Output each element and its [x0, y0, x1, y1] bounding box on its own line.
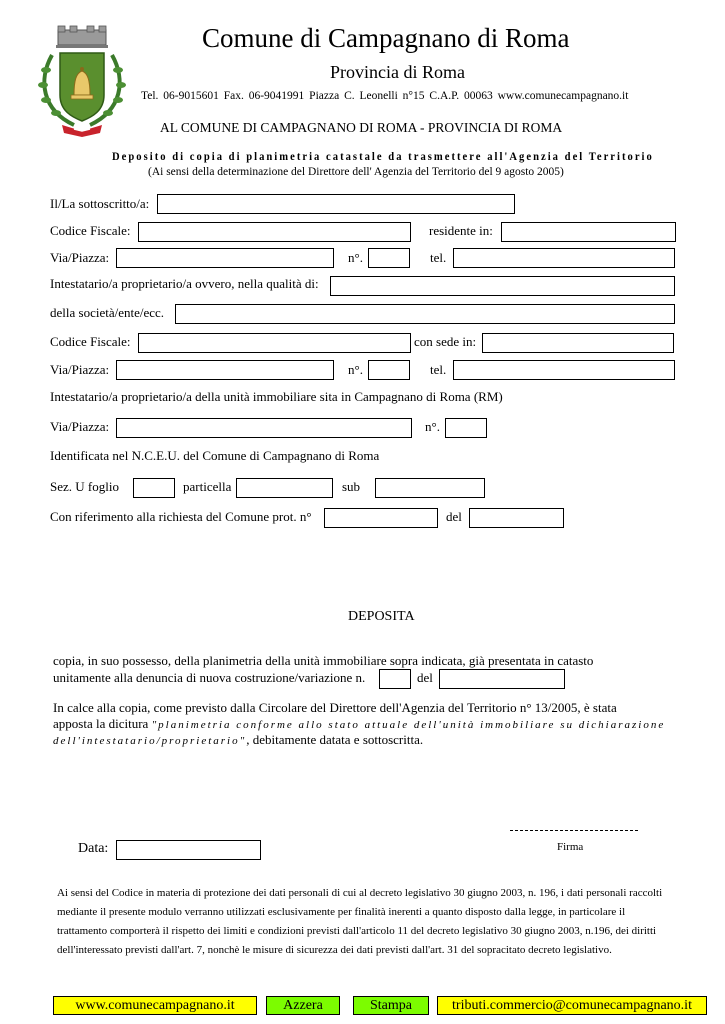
data-input[interactable] — [116, 840, 261, 860]
protocollo-input[interactable] — [324, 508, 438, 528]
document-subtitle: (Ai sensi della determinazione del Direttore dell' Agenzia del Territorio del 9 agosto 2005) — [148, 166, 564, 178]
numero-input[interactable] — [368, 248, 410, 268]
label-via: Via/Piazza: — [50, 250, 110, 265]
label-codice-fiscale-2: Codice Fiscale: — [50, 334, 131, 349]
variazione-numero-input[interactable] — [379, 669, 411, 689]
label-numero-3: n°. — [425, 419, 440, 434]
societa-input[interactable] — [175, 304, 675, 324]
label-numero-2: n°. — [348, 362, 363, 377]
label-data: Data: — [78, 841, 109, 856]
label-societa: della società/ente/ecc. — [50, 305, 165, 320]
via-2-input[interactable] — [116, 360, 334, 380]
copia-text-line-1: copia, in suo possesso, della planimetria della unità immobiliare sopra indicata, già presentata in catasto — [53, 653, 594, 668]
calce-text-line-1: In calce alla copia, come previsto dalla Circolare del Direttore dell'Agenzia del Territorio n° 13/2005, è stata — [53, 700, 617, 715]
label-firma: Firma — [557, 841, 584, 853]
deposita-heading: DEPOSITA — [348, 609, 415, 624]
codice-fiscale-input[interactable] — [138, 222, 411, 242]
label-intestatario-qualita: Intestatario/a proprietario/a ovvero, nella qualità di: — [50, 276, 319, 291]
via-3-input[interactable] — [116, 418, 412, 438]
calce-text-line-3 — [53, 732, 423, 748]
calce-text-line-3-b: , debitamente datata e sottoscritta. — [246, 732, 424, 747]
province-subtitle: Provincia di Roma — [330, 62, 465, 82]
numero-3-input[interactable] — [445, 418, 487, 438]
sottoscritto-input[interactable] — [157, 194, 515, 214]
reset-button[interactable]: Azzera — [266, 996, 340, 1015]
label-sez-foglio: Sez. U foglio — [50, 479, 119, 494]
label-identificata: Identificata nel N.C.E.U. del Comune di Campagnano di Roma — [50, 448, 380, 463]
print-button[interactable]: Stampa — [353, 996, 429, 1015]
email-button[interactable]: tributi.commercio@comunecampagnano.it — [437, 996, 707, 1015]
label-sub: sub — [342, 479, 361, 494]
label-particella: particella — [183, 479, 232, 494]
municipal-coat-of-arms-icon — [32, 25, 132, 140]
tel-2-input[interactable] — [453, 360, 675, 380]
particella-input[interactable] — [236, 478, 333, 498]
contact-line: Tel. 06-9015601 Fax. 06-9041991 Piazza C. Leonelli n°15 C.A.P. 00063 www.comunecampagnano.it — [141, 90, 629, 102]
sub-input[interactable] — [375, 478, 485, 498]
via-input[interactable] — [116, 248, 334, 268]
label-del: del — [446, 509, 462, 524]
label-codice-fiscale: Codice Fiscale: — [50, 223, 131, 238]
numero-2-input[interactable] — [368, 360, 410, 380]
dicitura-text-end: dell'intestatario/proprietario" — [53, 735, 247, 747]
label-tel: tel. — [430, 250, 447, 265]
label-intestatario-unita: Intestatario/a proprietario/a della unità immobiliare sita in Campagnano di Roma (RM) — [50, 389, 503, 404]
addressee-line: AL COMUNE DI CAMPAGNANO DI ROMA - PROVINCIA DI ROMA — [160, 120, 563, 135]
label-sede: con sede in: — [414, 334, 477, 349]
signature-line — [510, 830, 638, 831]
variazione-data-input[interactable] — [439, 669, 565, 689]
privacy-notice: Ai sensi del Codice in materia di protezione dei dati personali di cui al decreto legislativo 30 giugno 2003, n. 196, i dati personali raccolti mediante il presente modulo verranno utilizzati esclusivamente per finalità inerenti a quanto disposto dalla legge, in particolare il trattamento comporterà il rispetto dei limiti e condizioni previsti dall'articolo 11 del decreto legislativo 30 giugno 2003, n.196, dei diritti dell'interessato previsti dall'art. 7, nonchè le misure di sicurezza dei dati previsti dall'art. 31 del sopracitato decreto legislativo. — [57, 887, 663, 956]
page-title: Comune di Campagnano di Roma — [202, 23, 570, 53]
calce-text-line-2 — [53, 716, 665, 732]
label-via-3: Via/Piazza: — [50, 419, 110, 434]
label-residente: residente in: — [429, 223, 493, 238]
document-title: Deposito di copia di planimetria catastale da trasmettere all'Agenzia del Territorio — [112, 151, 654, 163]
sede-input[interactable] — [482, 333, 674, 353]
label-del-2: del — [417, 670, 433, 685]
dicitura-text: "planimetria conforme allo stato attuale dell'unità immobiliare su dichiarazione — [151, 719, 666, 731]
calce-text-line-2-a: apposta la dicitura — [53, 716, 152, 731]
label-riferimento: Con riferimento alla richiesta del Comune prot. n° — [50, 509, 312, 524]
label-sottoscritto: Il/La sottoscritto/a: — [50, 196, 150, 211]
label-tel-2: tel. — [430, 362, 447, 377]
codice-fiscale-2-input[interactable] — [138, 333, 411, 353]
residente-input[interactable] — [501, 222, 676, 242]
copia-text-line-2: unitamente alla denuncia di nuova costruzione/variazione n. — [53, 670, 366, 685]
foglio-input[interactable] — [133, 478, 175, 498]
tel-input[interactable] — [453, 248, 675, 268]
protocollo-data-input[interactable] — [469, 508, 564, 528]
label-via-2: Via/Piazza: — [50, 362, 110, 377]
qualita-input[interactable] — [330, 276, 675, 296]
label-numero: n°. — [348, 250, 363, 265]
website-button[interactable]: www.comunecampagnano.it — [53, 996, 257, 1015]
